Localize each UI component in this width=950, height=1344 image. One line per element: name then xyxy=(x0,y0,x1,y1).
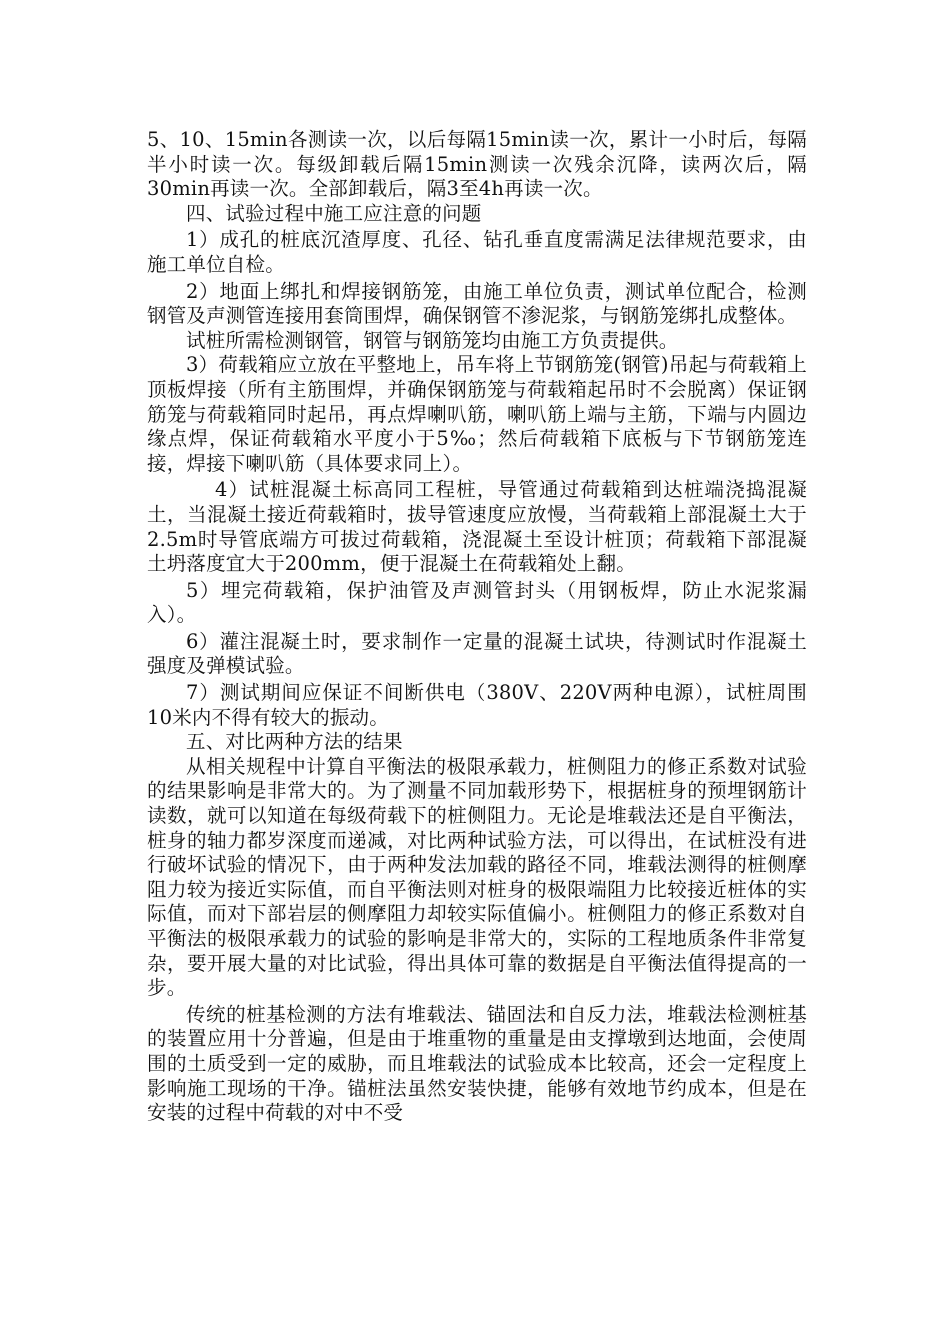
paragraph-traditional-methods: 传统的桩基检测的方法有堆载法、锚固法和自反力法，堆载法检测桩基的装置应用十分普遍，但是由于堆重物的重量是由支撑墩到达地面，会使周围的土质受到一定的威胁，而且堆载法的试验成本比较高，还会一定程度上影响施工现场的干净。锚桩法虽然安装快捷，能够有效地节约成本，但是在安装的过程中荷载的对中不受 xyxy=(147,1002,807,1125)
section-heading-construction-issues: 四、试验过程中施工应注意的问题 xyxy=(186,201,482,225)
document-body xyxy=(147,128,807,1126)
section-heading-method-comparison: 五、对比两种方法的结果 xyxy=(186,730,403,754)
paragraph-item-1: 1）成孔的桩底沉渣厚度、孔径、钻孔垂直度需满足法律规范要求，由施工单位自检。 xyxy=(147,228,807,276)
paragraph-item-2: 2）地面上绑扎和焊接钢筋笼，由施工单位负责，测试单位配合，检测钢管及声测管连接用套筒围焊，确保钢管不渗泥浆，与钢筋笼绑扎成整体。 xyxy=(147,279,807,328)
paragraph-item-3: 3）荷载箱应立放在平整地上，吊车将上节钢筋笼(钢管)吊起与荷载箱上顶板焊接（所有主筋围焊，并确保钢筋笼与荷载箱起吊时不会脱离）保证钢筋笼与荷载箱同时起吊，再点焊喇叭筋，喇叭筋上端与主筋，下端与内圆边缘点焊，保证荷载箱水平度小于5‰；然后荷载箱下底板与下节钢筋笼连接，焊接下喇叭筋（具体要求同上）。 xyxy=(147,353,807,475)
paragraph-item-7: 7）测试期间应保证不间断供电（380V、220V两种电源），试桩周围10米内不得有较大的振动。 xyxy=(147,681,807,729)
paragraph-comparison-results: 从相关规程中计算自平衡法的极限承载力，桩侧阻力的修正系数对试验的结果影响是非常大的。为了测量不同加载形势下，根据桩身的预埋钢筋计读数，就可以知道在每级荷载下的桩侧阻力。无论是堆载法还是自平衡法，桩身的轴力都岁深度而递减，对比两种试验方法，可以得出，在试桩没有进行破坏试验的情况下，由于两种发法加载的路径不同，堆载法测得的桩侧摩阻力较为接近实际值，而自平衡法则对桩身的极限端阻力比较接近桩体的实际值，而对下部岩层的侧摩阻力却较实际值偏小。桩侧阻力的修正系数对自平衡法的极限承载力的试验的影响是非常大的，实际的工程地质条件非常复杂，要开展大量的对比试验，得出具体可靠的数据是自平衡法值得提高的一步。 xyxy=(147,754,807,1000)
paragraph-item-5: 5）埋完荷载箱，保护油管及声测管封头（用钢板焊，防止水泥浆漏入）。 xyxy=(147,578,807,627)
paragraph-test-reading-schedule: 5、10、15min各测读一次，以后每隔15min读一次，累计一小时后，每隔半小时读一次。每级卸载后隔15min测读一次残余沉降，读两次后，隔30min再读一次。全部卸载后，隔3至4h再读一次。 xyxy=(147,128,807,201)
paragraph-item-6: 6）灌注混凝土时，要求制作一定量的混凝土试块，待测试时作混凝土强度及弹模试验。 xyxy=(147,629,807,678)
paragraph-steel-pipe-supply: 试桩所需检测钢管，钢管与钢筋笼均由施工方负责提供。 xyxy=(186,328,679,352)
paragraph-item-4: 4）试桩混凝土标高同工程桩，导管通过荷载箱到达桩端浇捣混凝土，当混凝土接近荷载箱时，拔导管速度应放慢，当荷载箱上部混凝土大于2.5m时导管底端方可拔过荷载箱，浇混凝土至设计桩顶；荷载箱下部混凝土坍落度宜大于200mm，便于混凝土在荷载箱处上翻。 xyxy=(147,478,807,576)
